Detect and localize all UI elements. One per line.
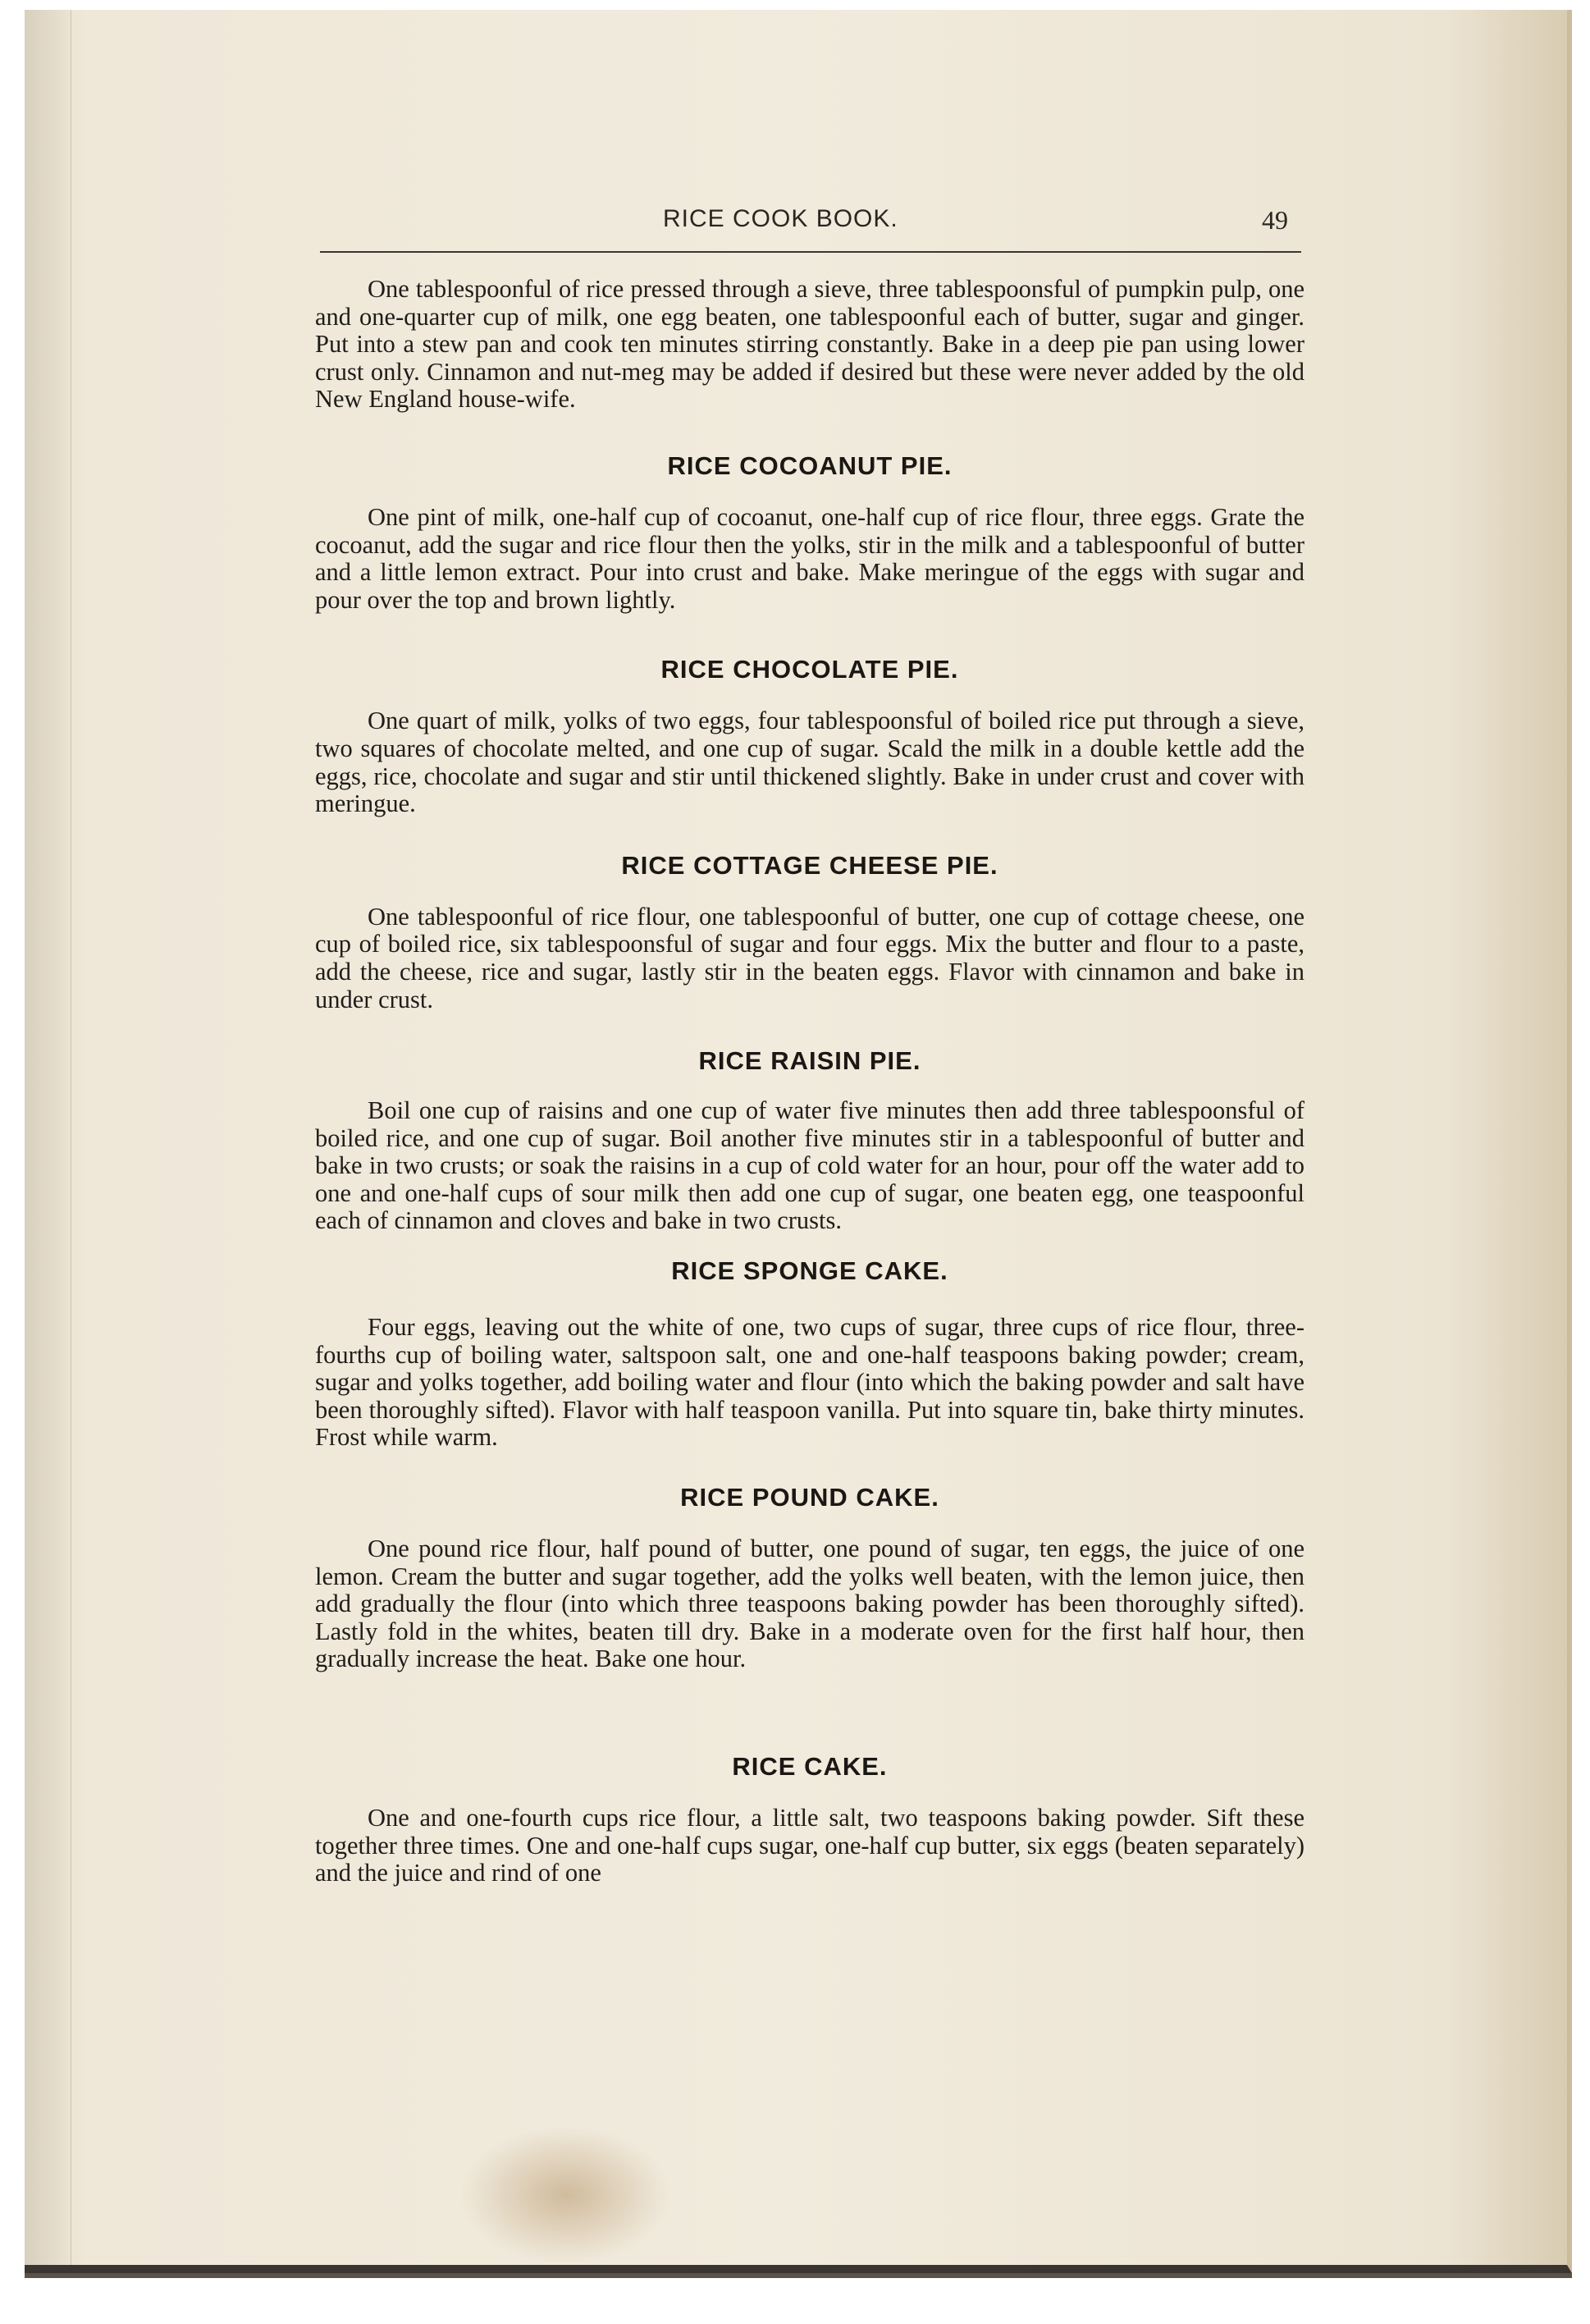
recipe-text: Boil one cup of raisins and one cup of water five minutes then add three tablespoonsful of boiled rice, and one cup of sugar. Boil another five minutes stir in a tablespoonful of butter and bake in two crusts; or soak the raisins in a cup of cold water for an hour, pour off the water add to one and one-half cups of sour milk then add one cup of sugar, one beaten egg, one teaspoonful each of cinnamon and cloves and bake in two crusts. xyxy=(315,1096,1304,1235)
recipe-title: RICE COCOANUT PIE. xyxy=(667,451,953,480)
recipe-title: RICE POUND CAKE. xyxy=(680,1483,939,1512)
recipe-title: RICE CHOCOLATE PIE. xyxy=(660,655,959,684)
water-stain xyxy=(459,2125,673,2265)
running-head: RICE COOK BOOK. xyxy=(663,205,898,232)
page-header xyxy=(318,205,1303,254)
recipe-title: RICE CAKE. xyxy=(732,1752,888,1781)
recipe-title: RICE RAISIN PIE. xyxy=(698,1046,921,1076)
header-rule xyxy=(320,251,1301,253)
recipe-text: Four eggs, leaving out the white of one, two cups of sugar, three cups of rice flour, three-fourths cup of boiling water, saltspoon salt, one and one-half teaspoons baking powder; cream, sugar and yolks together, add boiling water and flour (into which the baking powder and salt have been thoroughly sifted). Flavor with half teaspoon vanilla. Put into square tin, bake thirty minutes. Frost while warm. xyxy=(315,1313,1304,1452)
page-binding-edge xyxy=(25,10,71,2265)
recipe-title: RICE COTTAGE CHEESE PIE. xyxy=(621,850,998,880)
recipe-title: RICE SPONGE CAKE. xyxy=(671,1256,948,1286)
recipe-text: One and one-fourth cups rice flour, a little salt, two teaspoons baking powder. Sift these together three times. One and one-half cups sugar, one-half cup butter, six eggs (beaten separately) and the juice and rind of one xyxy=(315,1804,1304,1887)
intro-paragraph: One tablespoonful of rice pressed through a sieve, three tablespoonsful of pumpkin pulp, one and one-quarter cup of milk, one egg beaten, one tablespoonful each of butter, sugar and ginger. Put into a stew pan and cook ten minutes stirring constantly. Bake in a deep pie pan using lower crust only. Cinnamon and nut-meg may be added if desired but these were never added by the old New England house-wife. xyxy=(315,275,1304,414)
recipe-text: One tablespoonful of rice flour, one tablespoonful of butter, one cup of cottage cheese, one cup of boiled rice, six tablespoonsful of sugar and four eggs. Mix the butter and flour to a paste, add the cheese, rice and sugar, lastly stir in the beaten eggs. Flavor with cinnamon and bake in under crust. xyxy=(315,902,1304,1013)
page-body xyxy=(315,276,1304,1887)
recipe-text: One pound rice flour, half pound of butter, one pound of sugar, ten eggs, the juice of one lemon. Cream the butter and sugar together, add the yolks well beaten, with the lemon juice, then add gradually the flour (into which three teaspoons baking powder has been thoroughly sifted). Lastly fold in the whites, beaten till dry. Bake in a moderate oven for the first half hour, then gradually increase the heat. Bake one hour. xyxy=(315,1535,1304,1673)
recipe-text: One pint of milk, one-half cup of cocoanut, one-half cup of rice flour, three eggs. Grate the cocoanut, add the sugar and rice flour then the yolks, stir in the milk and a tablespoonful of butter and a little lemon extract. Pour into crust and bake. Make meringue of the eggs with sugar and pour over the top and brown lightly. xyxy=(315,502,1304,614)
recipe-text: One quart of milk, yolks of two eggs, four tablespoonsful of boiled rice put through a sieve, two squares of chocolate melted, and one cup of sugar. Scald the milk in a double kettle add the eggs, rice, chocolate and sugar and stir until thickened slightly. Bake in under crust and cover with meringue. xyxy=(315,707,1304,818)
page-number: 49 xyxy=(1262,205,1288,235)
